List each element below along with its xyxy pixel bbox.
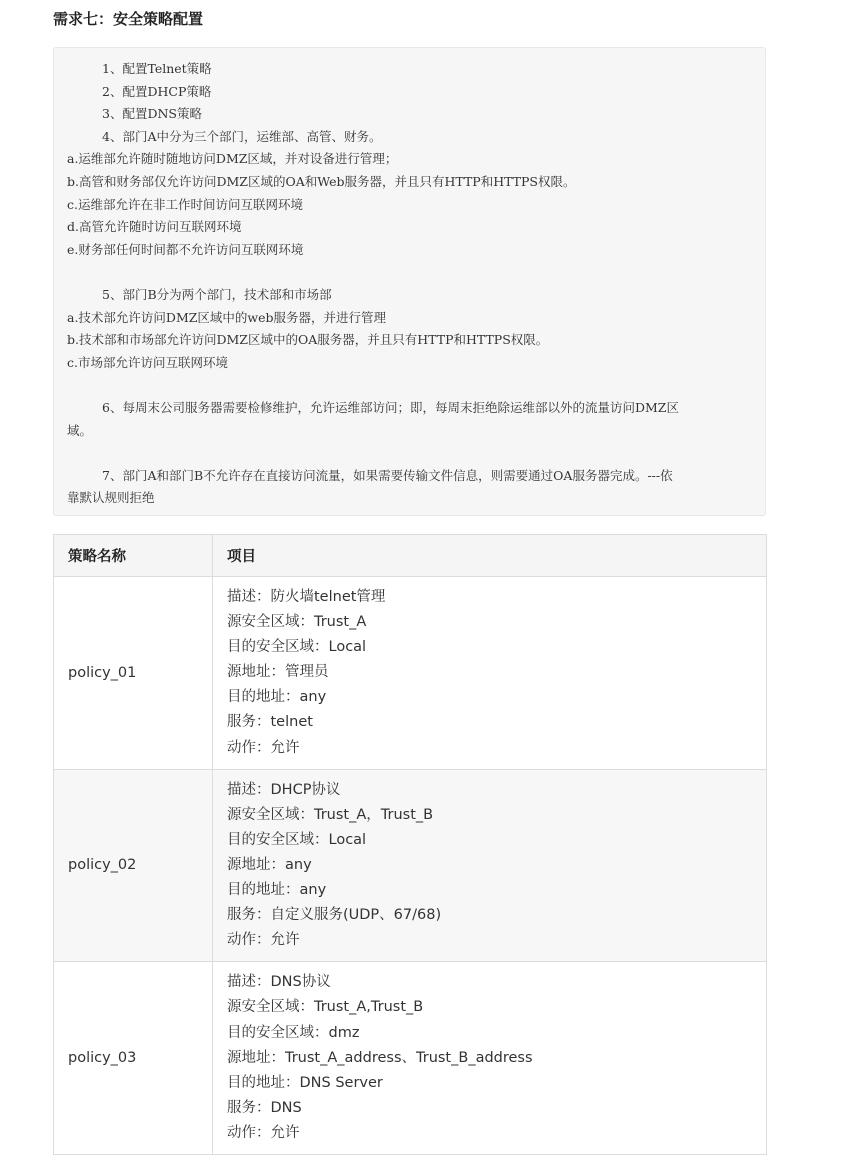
requirement-line: 1、配置Telnet策略	[102, 61, 212, 76]
requirement-line: d.高管允许随时访问互联网环境	[67, 219, 242, 235]
requirement-line: 2、配置DHCP策略	[102, 83, 212, 99]
policy-item: 源安全区域：Trust_A，Trust_B	[227, 806, 434, 823]
policy-item: 源安全区域：Trust_A,Trust_B	[227, 999, 424, 1016]
column-header-policy-name: 策略名称	[54, 535, 213, 577]
policy-item: 服务：DNS	[227, 1099, 302, 1116]
blank-line	[67, 374, 753, 397]
policy-item: 动作：允许	[227, 1124, 300, 1141]
policy-name-cell: policy_03	[54, 962, 213, 1155]
requirement-line: 域。	[67, 422, 93, 438]
table-row	[54, 962, 767, 1155]
policy-items-cell	[213, 577, 767, 770]
policy-item: 目的地址：any	[227, 882, 327, 899]
policy-item: 目的安全区域：dmz	[227, 1024, 360, 1041]
requirement-line: 5、部门B分为两个部门，技术部和市场部	[102, 286, 332, 302]
requirements-code-block	[53, 47, 766, 516]
table-row	[54, 577, 767, 770]
policy-item: 描述：DHCP协议	[227, 781, 341, 798]
policy-item: 服务：自定义服务(UDP、67/68)	[227, 907, 442, 924]
policy-item: 源地址：管理员	[227, 664, 329, 681]
policy-name-cell: policy_02	[54, 769, 213, 962]
requirement-line: b.技术部和市场部允许访问DMZ区域中的OA服务器，并且只有HTTP和HTTPS权限。	[67, 332, 549, 348]
requirement-line: 6、每周末公司服务器需要检修维护，允许运维部访问；即，每周末拒绝除运维部以外的流量访问DMZ区	[102, 399, 679, 415]
blank-line	[67, 442, 753, 465]
requirement-line: a.技术部允许访问DMZ区域中的web服务器，并进行管理	[67, 309, 387, 325]
requirement-line: c.运维部允许在非工作时间访问互联网环境	[67, 196, 303, 212]
table-row	[54, 769, 767, 962]
policy-item: 目的地址：DNS Server	[227, 1074, 383, 1091]
policy-item: 描述：防火墙telnet管理	[227, 589, 386, 605]
table-header-row	[54, 535, 767, 577]
policy-item: 服务：telnet	[227, 714, 313, 731]
policy-item: 源安全区域：Trust_A	[227, 614, 367, 631]
policy-items-cell	[213, 962, 767, 1155]
requirement-line: e.财务部任何时间都不允许访问互联网环境	[67, 241, 304, 257]
policy-items-cell	[213, 769, 767, 962]
requirement-line: c.市场部允许访问互联网环境	[67, 354, 228, 370]
policy-item: 描述：DNS协议	[227, 974, 331, 991]
policy-item: 源地址：Trust_A_address、Trust_B_address	[227, 1049, 533, 1066]
policy-item: 目的地址：any	[227, 689, 327, 706]
section-heading: 需求七：安全策略配置	[53, 10, 204, 28]
policy-item: 目的安全区域：Local	[227, 639, 367, 656]
requirement-line: a.运维部允许随时随地访问DMZ区域，并对设备进行管理；	[67, 151, 398, 167]
requirement-line: 3、配置DNS策略	[102, 106, 202, 122]
column-header-items: 项目	[213, 535, 767, 577]
requirement-line: 7、部门A和部门B不允许存在直接访问流量，如果需要传输文件信息，则需要通过OA服务器完成。---依	[102, 467, 673, 483]
policy-item: 动作：允许	[227, 932, 300, 949]
requirement-line: 靠默认规则拒绝	[67, 490, 155, 506]
policy-item: 目的安全区域：Local	[227, 831, 367, 848]
blank-line	[67, 261, 753, 284]
policy-name-cell: policy_01	[54, 577, 213, 770]
requirement-line: 4、部门A中分为三个部门，运维部、高管、财务。	[102, 128, 382, 144]
policy-item: 动作：允许	[227, 739, 300, 756]
policy-table	[53, 534, 767, 1155]
requirement-line: b.高管和财务部仅允许访问DMZ区域的OA和Web服务器，并且只有HTTP和HTTPS权限。	[67, 173, 576, 189]
policy-item: 源地址：any	[227, 856, 312, 873]
